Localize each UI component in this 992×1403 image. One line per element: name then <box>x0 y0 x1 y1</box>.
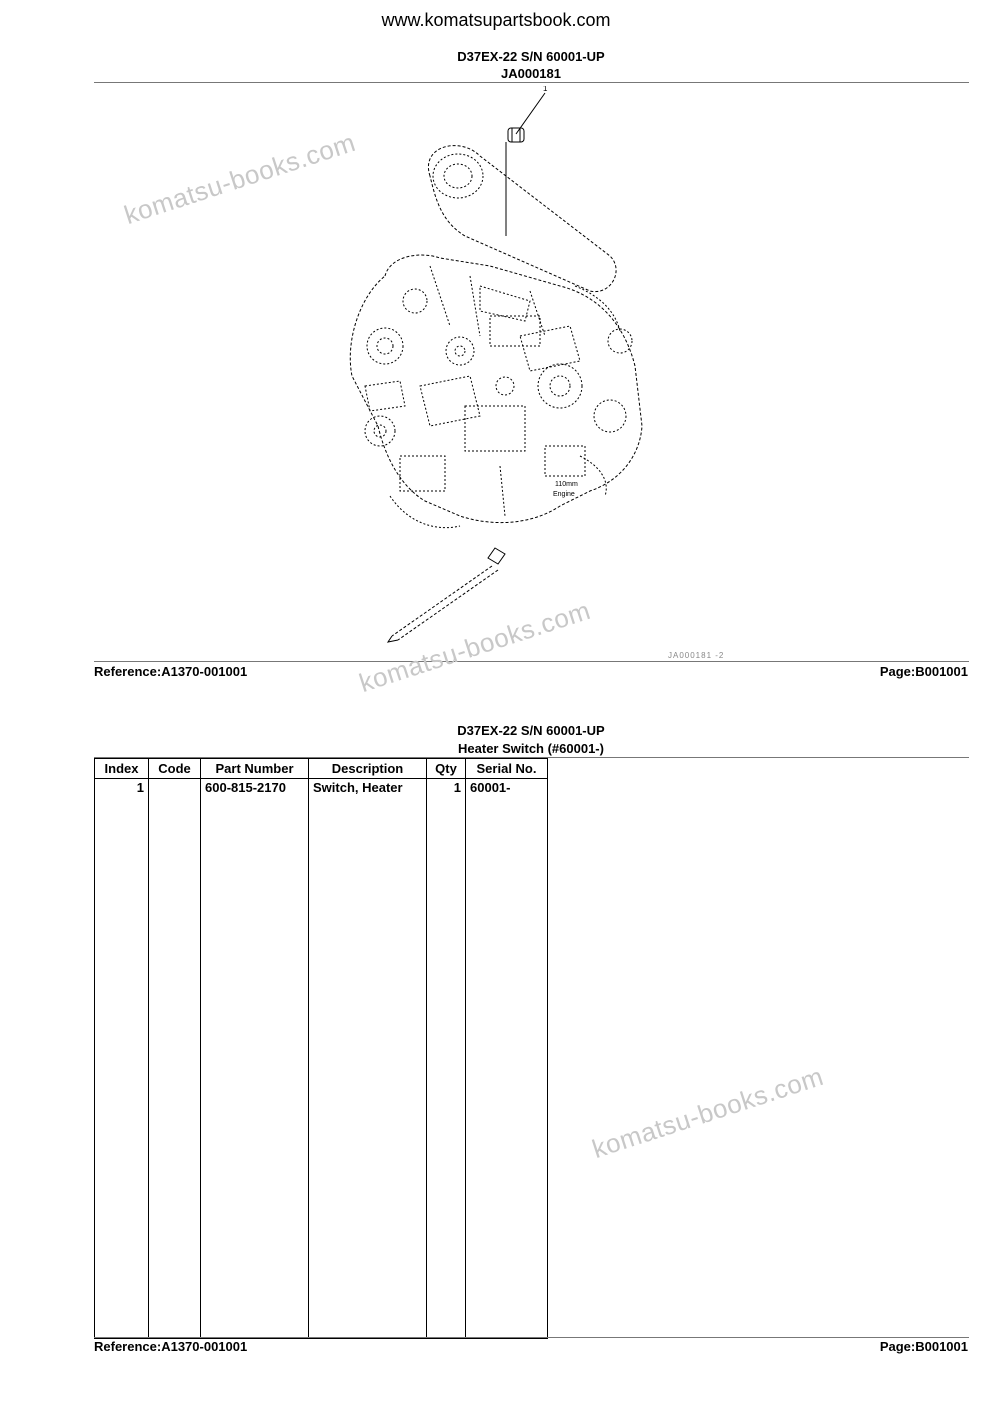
parts-section-title: Heater Switch (#60001-) <box>458 741 604 756</box>
site-url: www.komatsupartsbook.com <box>381 10 611 30</box>
illustration-reference: Reference:A1370-001001 <box>94 664 248 679</box>
illustration-model-title: D37EX-22 S/N 60001-UP <box>457 49 605 64</box>
illustration-bottom-divider <box>94 661 969 662</box>
col-serial: Serial No. <box>466 759 548 779</box>
parts-table <box>94 758 548 1339</box>
col-index: Index <box>95 759 149 779</box>
engine-label-line-1: 110mm <box>555 481 578 488</box>
illustration-page-number: Page:B001001 <box>879 664 968 679</box>
parts-reference: Reference:A1370-001001 <box>94 1339 248 1354</box>
row-qty: 1 <box>427 779 466 797</box>
row-index: 1 <box>95 779 149 797</box>
col-part-number: Part Number <box>201 759 309 779</box>
col-code: Code <box>149 759 201 779</box>
table-filler-row <box>95 796 548 1339</box>
callout-1: 1 <box>543 86 548 93</box>
parts-table-header <box>95 759 548 779</box>
parts-bottom-divider <box>94 1337 969 1338</box>
col-description: Description <box>309 759 427 779</box>
engine-illustration <box>330 86 660 661</box>
col-qty: Qty <box>427 759 466 779</box>
figure-id: JA000181 <box>501 66 561 81</box>
engine-label-line-2: Engine <box>553 491 575 498</box>
parts-model-title: D37EX-22 S/N 60001-UP <box>457 723 605 738</box>
watermark-middle: komatsu-books.com <box>355 594 595 699</box>
watermark-top: komatsu-books.com <box>120 126 360 231</box>
figure-caption: JA000181 -2 <box>668 651 725 660</box>
table-row <box>95 779 548 797</box>
row-description: Switch, Heater <box>309 779 427 797</box>
header-divider <box>94 82 969 83</box>
row-part-number: 600-815-2170 <box>201 779 309 797</box>
row-code <box>149 779 201 797</box>
watermark-bottom: komatsu-books.com <box>588 1060 828 1165</box>
parts-page-number: Page:B001001 <box>879 1339 968 1354</box>
row-serial: 60001- <box>466 779 548 797</box>
